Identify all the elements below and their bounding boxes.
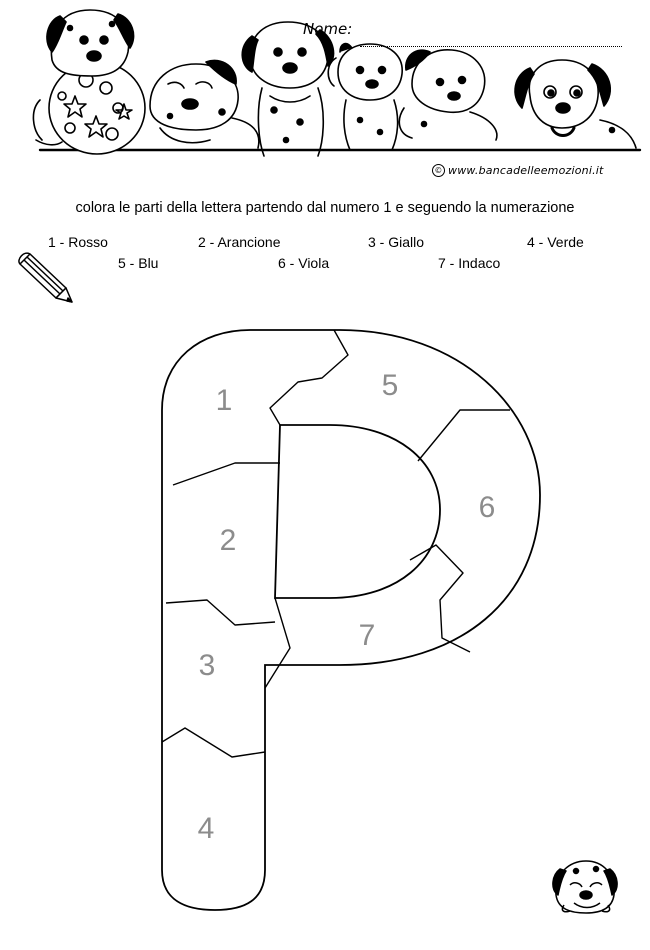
- copyright-icon: ©: [432, 164, 445, 177]
- legend-item-2: 2 - Arancione: [198, 234, 281, 250]
- instruction-text: colora le parti della lettera partendo dal numero 1 e seguendo la numerazione: [75, 200, 575, 216]
- letter-p-outline: [162, 330, 540, 910]
- legend-item-6: 6 - Viola: [278, 255, 330, 271]
- region-number-6: 6: [478, 491, 496, 524]
- region-number-4: 4: [197, 812, 215, 845]
- website-link[interactable]: www.bancadelleemozioni.it: [448, 164, 604, 177]
- region-number-5: 5: [381, 369, 399, 402]
- legend-item-1: 1 - Rosso: [48, 234, 108, 250]
- region-number-3: 3: [198, 649, 216, 682]
- name-label: Nome:: [303, 20, 353, 38]
- legend-item-3: 3 - Giallo: [368, 234, 425, 250]
- legend-item-7: 7 - Indaco: [438, 255, 501, 271]
- legend-item-5: 5 - Blu: [118, 255, 159, 271]
- legend-item-4: 4 - Verde: [527, 234, 584, 250]
- region-number-2: 2: [219, 524, 237, 557]
- region-number-7: 7: [358, 619, 376, 652]
- puppy-face-icon: [550, 855, 620, 915]
- region-number-1: 1: [215, 384, 233, 417]
